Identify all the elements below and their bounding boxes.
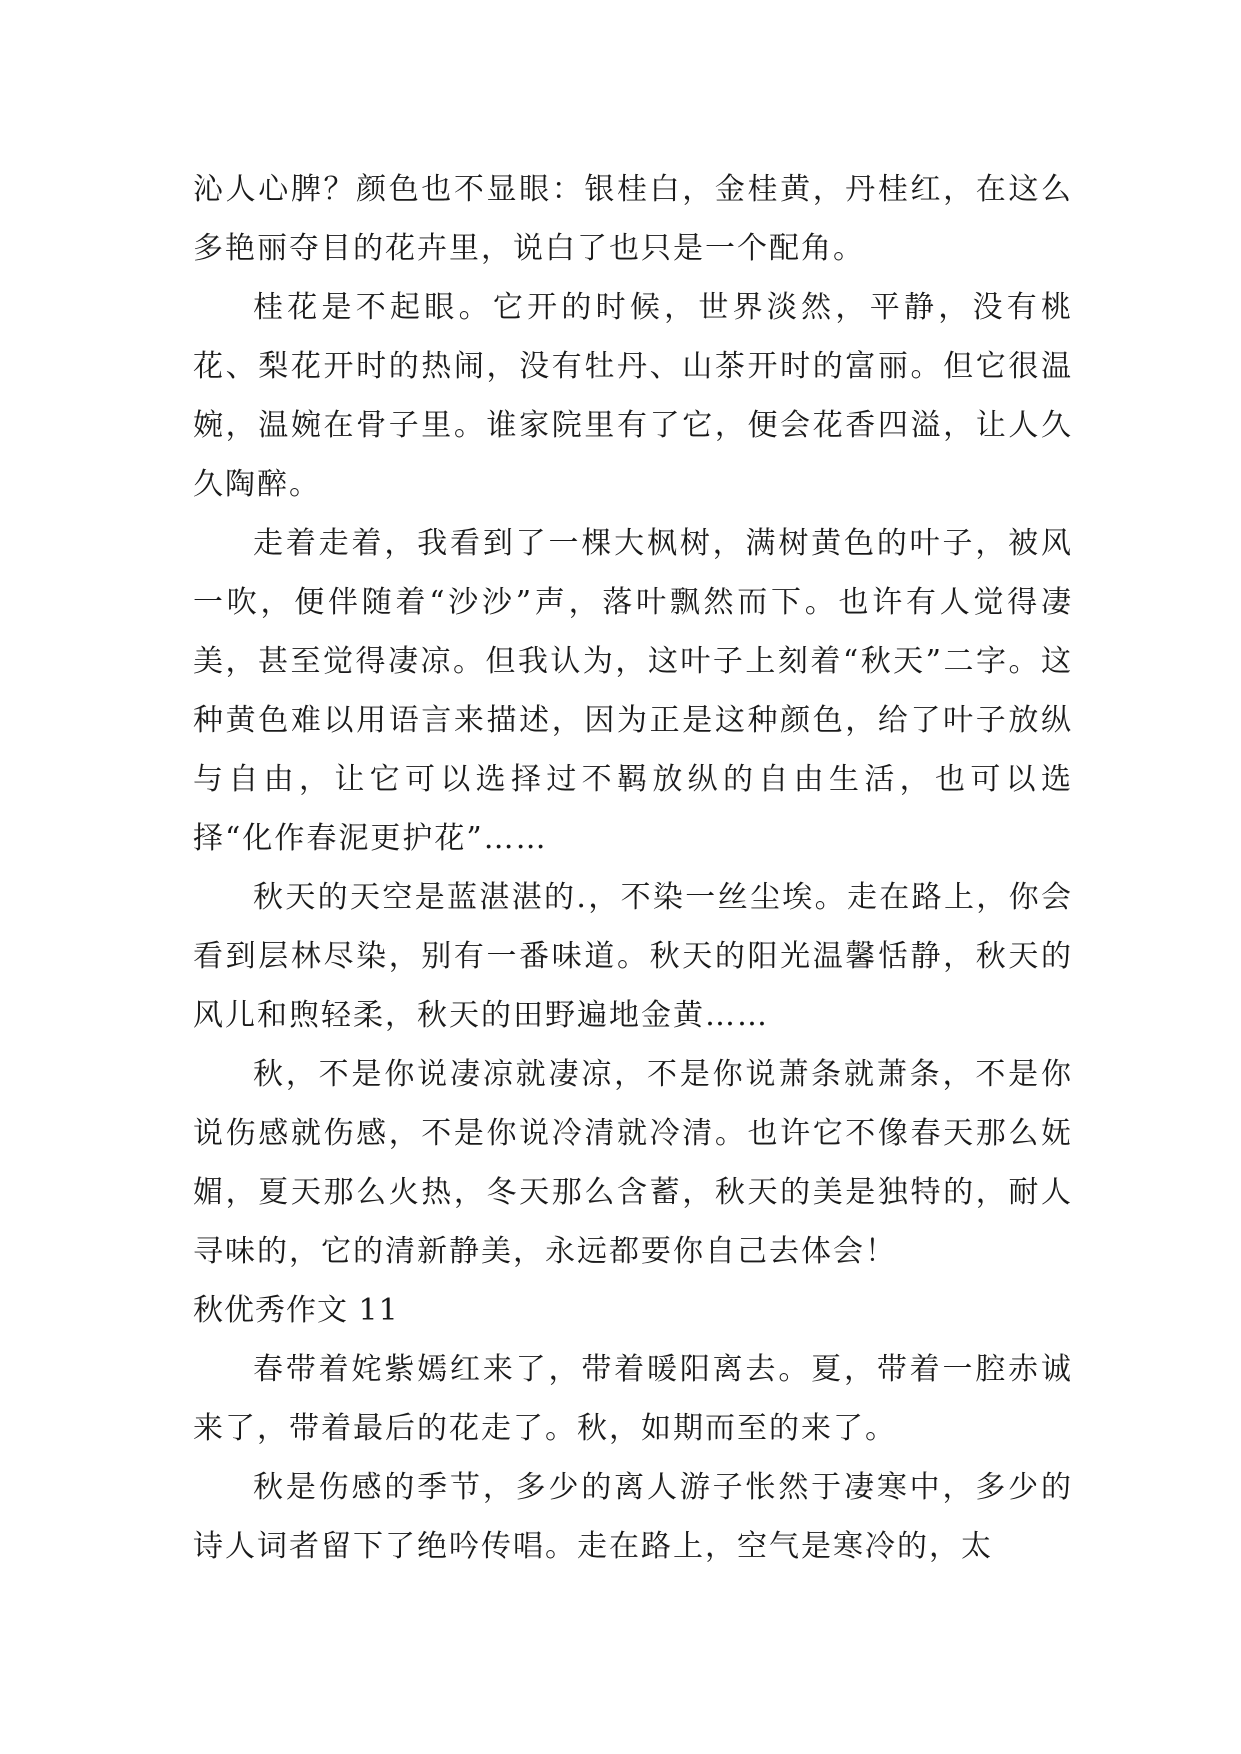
paragraph-maple-tree: 走着走着，我看到了一棵大枫树，满树黄色的叶子，被风一吹，便伴随着“沙沙”声，落叶飘然而下。也许有人觉得凄美，甚至觉得凄凉。但我认为，这叶子上刻着“秋天”二字。这种黄色难以用语言来描述，因为正是这种颜色，给了叶子放纵与自由，让它可以选择过不羁放纵的自由生活，也可以选择“化作春泥更护花”…… [193,526,1073,856]
section-heading: 秋优秀作文 11 [193,1293,399,1328]
paragraph-seasons: 春带着姹紫嫣红来了，带着暖阳离去。夏，带着一腔赤诚来了，带着最后的花走了。秋，如期而至的来了。 [193,1352,1073,1446]
paragraph-autumn-sky: 秋天的天空是蓝湛湛的.，不染一丝尘埃。走在路上，你会看到层林尽染，别有一番味道。秋天的阳光温馨恬静，秋天的风儿和煦轻柔，秋天的田野遍地金黄…… [193,880,1073,1033]
paragraph-sad-season: 秋是伤感的季节，多少的离人游子怅然于凄寒中，多少的诗人词者留下了绝吟传唱。走在路上，空气是寒冷的，太 [193,1470,1073,1564]
paragraph-continued: 沁人心脾？颜色也不显眼：银桂白，金桂黄，丹桂红，在这么多艳丽夺目的花卉里，说白了也只是一个配角。 [193,172,1073,266]
article-body [193,160,1073,1576]
paragraph-osmanthus: 桂花是不起眼。它开的时候，世界淡然，平静，没有桃花、梨花开时的热闹，没有牡丹、山茶开时的富丽。但它很温婉，温婉在骨子里。谁家院里有了它，便会花香四溢，让人久久陶醉。 [193,290,1073,502]
paragraph-autumn-beauty: 秋，不是你说凄凉就凄凉，不是你说萧条就萧条，不是你说伤感就伤感，不是你说冷清就冷清。也许它不像春天那么妩媚，夏天那么火热，冬天那么含蓄，秋天的美是独特的，耐人寻味的，它的清新静美，永远都要你自己去体会！ [193,1057,1073,1269]
